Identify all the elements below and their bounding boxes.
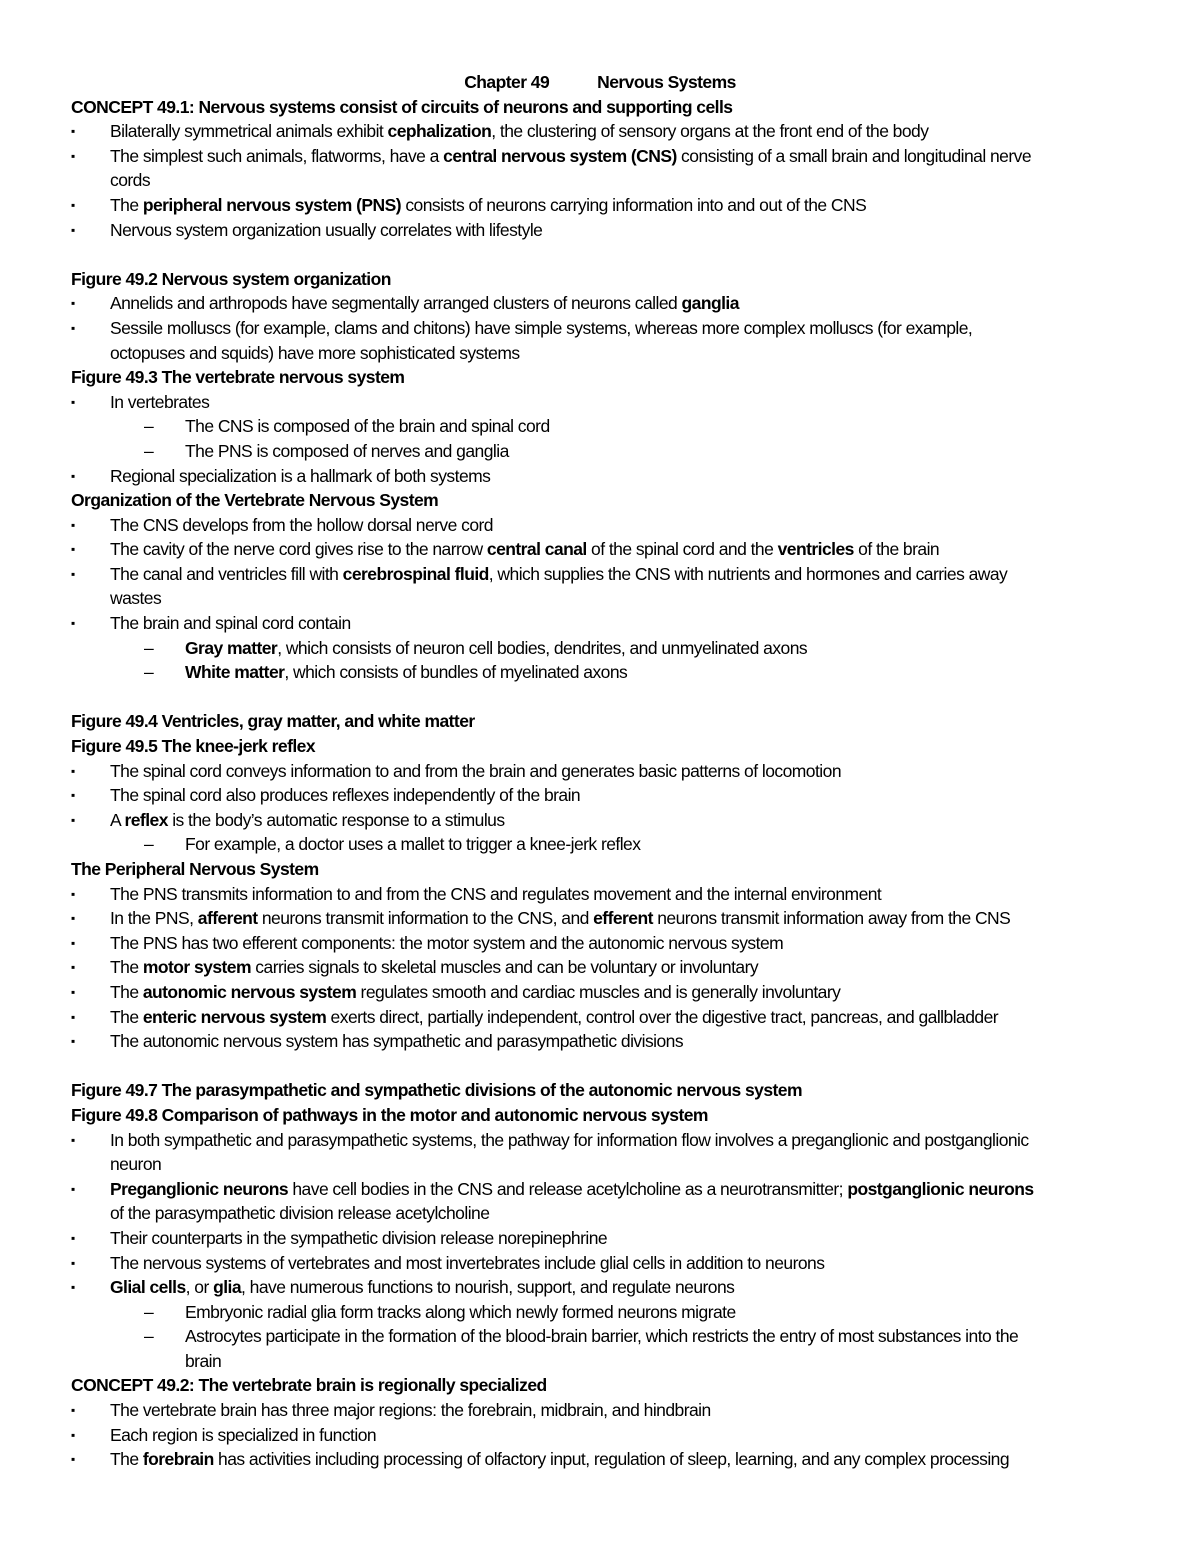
bullet-marker: ▪ [71, 886, 75, 901]
text-run: neuron [110, 1154, 162, 1175]
bullet-item [0, 1398, 1200, 1423]
section-heading [0, 365, 1200, 390]
bullet-item [0, 513, 1200, 538]
bullet-continuation [0, 341, 1200, 366]
sub-bullet-item [0, 439, 1200, 464]
text-run: , the clustering of sensory organs at the front end of the body [491, 121, 929, 142]
text-run: The PNS is composed of nerves and ganglia [185, 440, 509, 461]
bullet-marker: ▪ [71, 763, 75, 778]
text-run: , which consists of bundles of myelinated axons [284, 662, 628, 683]
bullet-item [0, 882, 1200, 907]
text-run: , have numerous functions to nourish, support, and regulate neurons [241, 1277, 735, 1298]
bullet-item [0, 808, 1200, 833]
blank-line [0, 1054, 1200, 1079]
bold-term: central nervous system (CNS) [443, 145, 677, 166]
text-run: The [110, 957, 143, 978]
bullet-item [0, 1423, 1200, 1448]
bold-term: cephalization [387, 121, 492, 142]
sub-bullet-item [0, 636, 1200, 661]
bullet-marker: ▪ [71, 148, 75, 163]
dash-marker: – [144, 637, 154, 658]
text-run: consists of neurons carrying information into and out of the CNS [401, 194, 867, 215]
bold-term: ganglia [681, 293, 739, 314]
bullet-marker: ▪ [71, 1181, 75, 1196]
text-run: CONCEPT 49.1: Nervous systems consist of circuits of neurons and supporting cells [71, 96, 733, 117]
section-heading [0, 267, 1200, 292]
bold-term: central canal [486, 539, 587, 560]
bullet-item [0, 1447, 1200, 1472]
bullet-item [0, 464, 1200, 489]
text-run: The brain and spinal cord contain [110, 613, 351, 634]
document-body [0, 95, 1200, 1472]
bullet-item [0, 390, 1200, 415]
sub-bullet-item [0, 1300, 1200, 1325]
chapter-title [0, 70, 1200, 95]
bullet-item [0, 783, 1200, 808]
text-run: In vertebrates [110, 391, 210, 412]
bullet-marker: ▪ [71, 911, 75, 926]
text-run: Figure 49.7 The parasympathetic and sympathetic divisions of the autonomic nervous system [71, 1080, 802, 1101]
bullet-item [0, 291, 1200, 316]
bullet-item [0, 931, 1200, 956]
bold-term: cerebrospinal fluid [342, 563, 489, 584]
bold-term: White matter [185, 662, 285, 683]
text-run: The [110, 981, 143, 1002]
text-run: A [110, 809, 125, 830]
bullet-marker: ▪ [71, 1009, 75, 1024]
text-run: Bilaterally symmetrical animals exhibit [110, 121, 388, 142]
text-run: Figure 49.4 Ventricles, gray matter, and white matter [71, 711, 475, 732]
text-run: The CNS develops from the hollow dorsal nerve cord [110, 514, 493, 535]
bullet-item [0, 562, 1200, 587]
bullet-marker: ▪ [71, 566, 75, 581]
text-run: , which supplies the CNS with nutrients and hormones and carries away [488, 563, 1008, 584]
text-run: cords [110, 170, 151, 191]
bullet-item [0, 1275, 1200, 1300]
bullet-item [0, 906, 1200, 931]
text-run: For example, a doctor uses a mallet to trigger a knee-jerk reflex [185, 834, 641, 855]
section-heading [0, 1103, 1200, 1128]
text-run: consisting of a small brain and longitudinal nerve [676, 145, 1032, 166]
section-heading [0, 709, 1200, 734]
text-run: Sessile molluscs (for example, clams and chitons) have simple systems, whereas more complex molluscs (for example, [110, 317, 973, 338]
dash-marker: – [144, 416, 154, 437]
bold-term: reflex [124, 809, 168, 830]
text-run: The nervous systems of vertebrates and most invertebrates include glial cells in addition to neurons [110, 1252, 825, 1273]
text-run: neurons transmit information to the CNS, and [257, 908, 594, 929]
section-heading [0, 1373, 1200, 1398]
text-run: octopuses and squids) have more sophisticated systems [110, 342, 520, 363]
text-run: In the PNS, [110, 908, 198, 929]
section-heading [0, 857, 1200, 882]
bullet-item [0, 1029, 1200, 1054]
bullet-marker: ▪ [71, 222, 75, 237]
text-run: Figure 49.8 Comparison of pathways in the motor and autonomic nervous system [71, 1104, 708, 1125]
bullet-marker: ▪ [71, 788, 75, 803]
bullet-continuation [0, 586, 1200, 611]
bullet-item [0, 1005, 1200, 1030]
bullet-continuation [0, 168, 1200, 193]
text-run: Nervous system organization usually correlates with lifestyle [110, 219, 543, 240]
text-run: Embryonic radial glia form tracks along which newly formed neurons migrate [185, 1301, 736, 1322]
sub-bullet-continuation [0, 1349, 1200, 1374]
section-heading [0, 1078, 1200, 1103]
bullet-item [0, 144, 1200, 169]
text-run: , or [185, 1277, 214, 1298]
bullet-item [0, 218, 1200, 243]
bullet-item [0, 759, 1200, 784]
text-run: neurons transmit information away from the CNS [652, 908, 1011, 929]
bullet-marker: ▪ [71, 320, 75, 335]
blank-line [0, 685, 1200, 710]
bold-term: motor system [142, 957, 251, 978]
bullet-marker: ▪ [71, 542, 75, 557]
bullet-item [0, 1251, 1200, 1276]
section-heading [0, 734, 1200, 759]
text-run: Astrocytes participate in the formation of the blood-brain barrier, which restricts the entry of most substances into the [185, 1326, 1019, 1347]
bullet-marker: ▪ [71, 960, 75, 975]
bullet-item [0, 611, 1200, 636]
sub-bullet-item [0, 660, 1200, 685]
bullet-item [0, 316, 1200, 341]
dash-marker: – [144, 440, 154, 461]
text-run: , which consists of neuron cell bodies, dendrites, and unmyelinated axons [277, 637, 808, 658]
text-run: The spinal cord conveys information to and from the brain and generates basic patterns of locomotion [110, 760, 841, 781]
bold-term: efferent [593, 908, 653, 929]
text-run: The vertebrate brain has three major regions: the forebrain, midbrain, and hindbrain [110, 1400, 711, 1421]
bullet-marker: ▪ [71, 394, 75, 409]
text-run: The [110, 1006, 143, 1027]
bold-term: Glial cells [110, 1277, 186, 1298]
bullet-item [0, 1226, 1200, 1251]
bold-term: afferent [197, 908, 258, 929]
blank-line [0, 242, 1200, 267]
text-run: exerts direct, partially independent, control over the digestive tract, pancreas, and gallbladder [326, 1006, 999, 1027]
sub-bullet-item [0, 1324, 1200, 1349]
text-run: carries signals to skeletal muscles and can be voluntary or involuntary [251, 957, 759, 978]
sub-bullet-item [0, 414, 1200, 439]
text-run: has activities including processing of olfactory input, regulation of sleep, learning, and any complex processing [213, 1449, 1010, 1470]
bullet-item [0, 119, 1200, 144]
chapter-number: Chapter 49 [464, 72, 550, 92]
bullet-item [0, 1177, 1200, 1202]
bullet-marker: ▪ [71, 1452, 75, 1467]
bullet-continuation [0, 1152, 1200, 1177]
bold-term: autonomic nervous system [142, 981, 357, 1002]
bold-term: Gray matter [185, 637, 278, 658]
bold-term: forebrain [142, 1449, 214, 1470]
bold-term: enteric nervous system [142, 1006, 327, 1027]
bold-term: postganglionic neurons [847, 1178, 1034, 1199]
text-run: The [110, 194, 143, 215]
bullet-marker: ▪ [71, 1255, 75, 1270]
text-run: of the brain [853, 539, 940, 560]
text-run: of the spinal cord and the [586, 539, 778, 560]
text-run: In both sympathetic and parasympathetic systems, the pathway for information flow involves a preganglionic and postganglionic [110, 1129, 1029, 1150]
bullet-marker: ▪ [71, 1034, 75, 1049]
dash-marker: – [144, 834, 154, 855]
text-run: Annelids and arthropods have segmentally arranged clusters of neurons called [110, 293, 682, 314]
bullet-marker: ▪ [71, 616, 75, 631]
text-run: Figure 49.2 Nervous system organization [71, 268, 391, 289]
text-run: The cavity of the nerve cord gives rise to the narrow [110, 539, 487, 560]
text-run: CONCEPT 49.2: The vertebrate brain is regionally specialized [71, 1375, 547, 1396]
bullet-marker: ▪ [71, 1132, 75, 1147]
text-run: is the body’s automatic response to a stimulus [167, 809, 505, 830]
dash-marker: – [144, 1326, 154, 1347]
text-run: Organization of the Vertebrate Nervous System [71, 490, 439, 511]
text-run: Each region is specialized in function [110, 1424, 377, 1445]
bullet-item [0, 537, 1200, 562]
section-heading [0, 488, 1200, 513]
dash-marker: – [144, 662, 154, 683]
text-run: The autonomic nervous system has sympathetic and parasympathetic divisions [110, 1031, 684, 1052]
text-run: The PNS transmits information to and from the CNS and regulates movement and the internal environment [110, 883, 882, 904]
text-run: The spinal cord also produces reflexes independently of the brain [110, 785, 581, 806]
bullet-item [0, 955, 1200, 980]
dash-marker: – [144, 1301, 154, 1322]
text-run: The CNS is composed of the brain and spinal cord [185, 416, 550, 437]
bullet-marker: ▪ [71, 468, 75, 483]
text-run: The [110, 1449, 143, 1470]
text-run: brain [185, 1350, 222, 1371]
text-run: The simplest such animals, flatworms, have a [110, 145, 444, 166]
bold-term: Preganglionic neurons [110, 1178, 289, 1199]
bullet-marker: ▪ [71, 124, 75, 139]
bullet-item [0, 193, 1200, 218]
bullet-marker: ▪ [71, 1230, 75, 1245]
text-run: regulates smooth and cardiac muscles and is generally involuntary [356, 981, 841, 1002]
text-run: have cell bodies in the CNS and release acetylcholine as a neurotransmitter; [288, 1178, 848, 1199]
bullet-marker: ▪ [71, 1280, 75, 1295]
document-page [0, 70, 1200, 1472]
text-run: Figure 49.3 The vertebrate nervous system [71, 367, 405, 388]
bold-term: ventricles [777, 539, 854, 560]
text-run: Their counterparts in the sympathetic division release norepinephrine [110, 1227, 608, 1248]
text-run: wastes [110, 588, 162, 609]
chapter-name: Nervous Systems [597, 72, 736, 92]
bullet-marker: ▪ [71, 296, 75, 311]
bold-term: peripheral nervous system (PNS) [142, 194, 402, 215]
text-run: The Peripheral Nervous System [71, 859, 319, 879]
bold-term: glia [213, 1277, 242, 1298]
bullet-marker: ▪ [71, 984, 75, 999]
section-heading [0, 95, 1200, 120]
bullet-marker: ▪ [71, 197, 75, 212]
bullet-item [0, 980, 1200, 1005]
text-run: Regional specialization is a hallmark of both systems [110, 465, 491, 486]
bullet-marker: ▪ [71, 517, 75, 532]
bullet-marker: ▪ [71, 1403, 75, 1418]
sub-bullet-item [0, 832, 1200, 857]
bullet-marker: ▪ [71, 1427, 75, 1442]
text-run: Figure 49.5 The knee-jerk reflex [71, 736, 316, 757]
text-run: The PNS has two efferent components: the motor system and the autonomic nervous system [110, 932, 784, 953]
bullet-marker: ▪ [71, 935, 75, 950]
bullet-marker: ▪ [71, 812, 75, 827]
text-run: of the parasympathetic division release acetylcholine [110, 1203, 490, 1224]
bullet-continuation [0, 1201, 1200, 1226]
text-run: The canal and ventricles fill with [110, 563, 343, 584]
bullet-item [0, 1128, 1200, 1153]
